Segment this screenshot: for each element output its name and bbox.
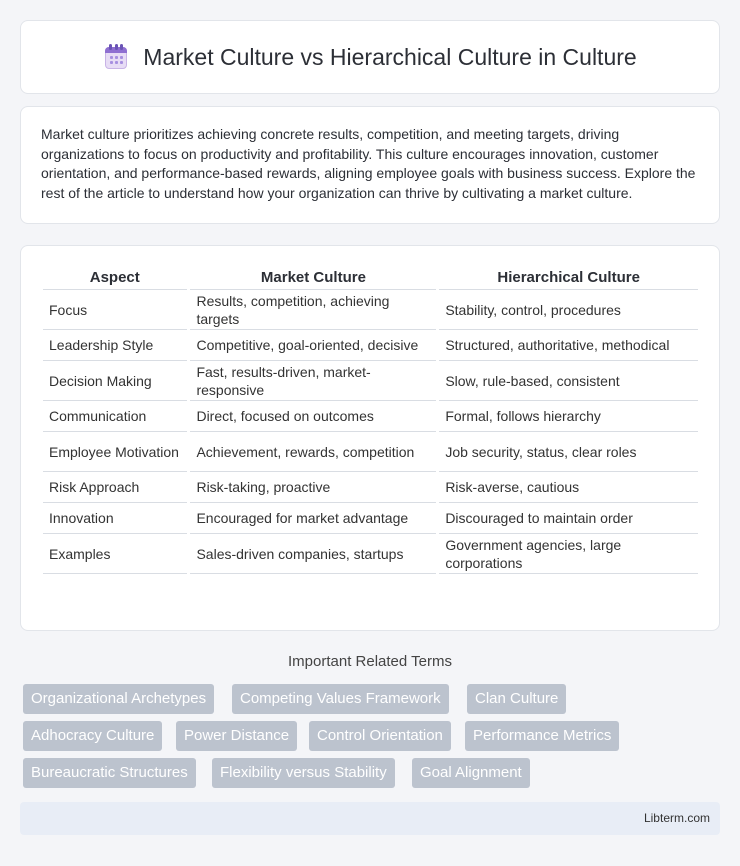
cell-hierarchical: Risk-averse, cautious <box>439 472 698 503</box>
header-market-culture: Market Culture <box>190 266 436 290</box>
table-row <box>43 361 698 401</box>
tag-competing-values-framework[interactable]: Competing Values Framework <box>232 684 449 714</box>
related-terms-title: Important Related Terms <box>288 653 452 670</box>
comparison-table <box>43 266 698 574</box>
cell-hierarchical: Slow, rule-based, consistent <box>439 361 698 401</box>
table-row <box>43 534 698 574</box>
notepad-icon <box>103 44 129 70</box>
comparison-card <box>20 245 720 631</box>
cell-market: Sales-driven companies, startups <box>190 534 436 574</box>
title-card <box>20 20 720 94</box>
cell-aspect: Focus <box>43 290 187 330</box>
intro-text: Market culture prioritizes achieving concrete results, competition, and meeting targets, driving organizations to focus on productivity and profitability. This culture encourages innovation, customer orientation, and performance-based rewards, aligning employee goals with business success. Explore the rest of the article to understand how your organization can thrive by cultivating a market culture. <box>41 126 696 201</box>
cell-hierarchical: Stability, control, procedures <box>439 290 698 330</box>
header-hierarchical-culture: Hierarchical Culture <box>439 266 698 290</box>
cell-market: Competitive, goal-oriented, decisive <box>190 330 436 361</box>
cell-aspect: Decision Making <box>43 361 187 401</box>
table-row <box>43 432 698 472</box>
cell-market: Risk-taking, proactive <box>190 472 436 503</box>
footer <box>20 802 720 835</box>
tag-goal-alignment[interactable]: Goal Alignment <box>412 758 530 788</box>
header-aspect: Aspect <box>43 266 187 290</box>
cell-hierarchical: Formal, follows hierarchy <box>439 401 698 432</box>
cell-aspect: Communication <box>43 401 187 432</box>
table-row <box>43 472 698 503</box>
cell-market: Direct, focused on outcomes <box>190 401 436 432</box>
cell-market: Fast, results-driven, market-responsive <box>190 361 436 401</box>
tag-bureaucratic-structures[interactable]: Bureaucratic Structures <box>23 758 196 788</box>
cell-aspect: Risk Approach <box>43 472 187 503</box>
cell-hierarchical: Discouraged to maintain order <box>439 503 698 534</box>
cell-market: Encouraged for market advantage <box>190 503 436 534</box>
table-header-row <box>43 266 698 290</box>
cell-hierarchical: Job security, status, clear roles <box>439 432 698 472</box>
page-title: Market Culture vs Hierarchical Culture in Culture <box>143 43 637 70</box>
tag-control-orientation[interactable]: Control Orientation <box>309 721 451 751</box>
cell-market: Results, competition, achieving targets <box>190 290 436 330</box>
table-row <box>43 290 698 330</box>
cell-hierarchical: Government agencies, large corporations <box>439 534 698 574</box>
table-row <box>43 330 698 361</box>
footer-site-link[interactable]: Libterm.com <box>643 811 710 825</box>
tag-adhocracy-culture[interactable]: Adhocracy Culture <box>23 721 162 751</box>
cell-hierarchical: Structured, authoritative, methodical <box>439 330 698 361</box>
tag-clan-culture[interactable]: Clan Culture <box>467 684 566 714</box>
table-row <box>43 503 698 534</box>
tag-power-distance[interactable]: Power Distance <box>176 721 297 751</box>
tag-performance-metrics[interactable]: Performance Metrics <box>465 721 619 751</box>
tag-organizational-archetypes[interactable]: Organizational Archetypes <box>23 684 214 714</box>
intro-card <box>20 106 720 224</box>
cell-aspect: Leadership Style <box>43 330 187 361</box>
cell-market: Achievement, rewards, competition <box>190 432 436 472</box>
cell-aspect: Employee Motivation <box>43 432 187 472</box>
tag-flexibility-versus-stability[interactable]: Flexibility versus Stability <box>212 758 395 788</box>
cell-aspect: Examples <box>43 534 187 574</box>
cell-aspect: Innovation <box>43 503 187 534</box>
table-row <box>43 401 698 432</box>
